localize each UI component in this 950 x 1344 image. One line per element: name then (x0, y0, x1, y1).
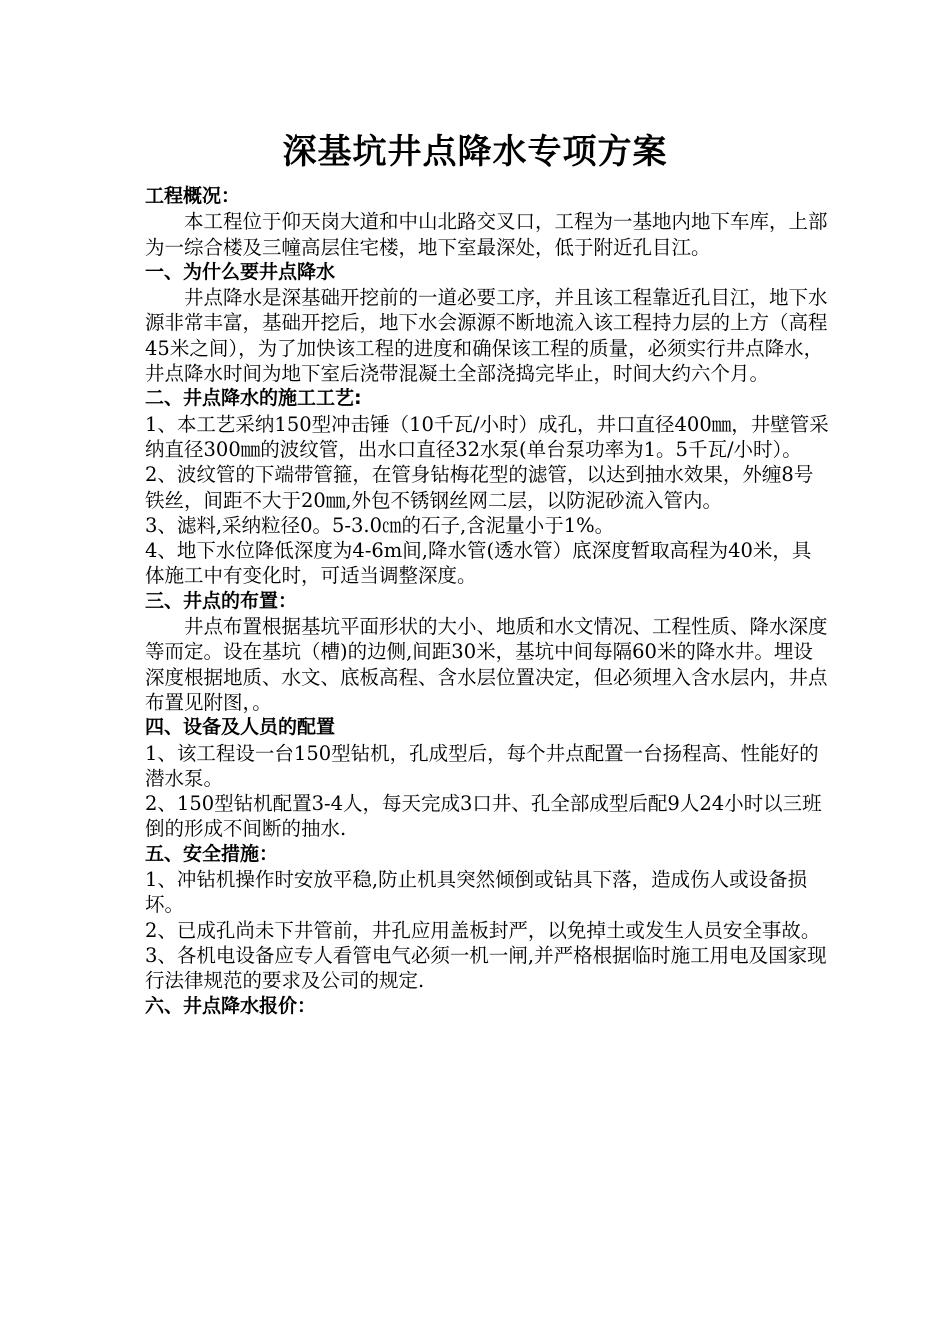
list-item: 1、该工程设一台150型钻机，孔成型后，每个井点配置一台扬程高、性能好的潜水泵。 (145, 741, 819, 790)
paragraph: 井点降水是深基础开挖前的一道必要工序，并且该工程靠近孔目江，地下水源非常丰富，基础开挖后，地下水会源源不断地流入该工程持力层的上方（高程45米之间），为了加快该工程的进度和确保该工程的质量，必须实行井点降水，井点降水时间为地下室后浇带混凝土全部浇捣完毕止，时间大约六个月。 (145, 286, 828, 386)
section-heading: 六、井点降水报价： (145, 994, 317, 1017)
paragraph: 本工程位于仰天岗大道和中山北路交叉口，工程为一基地内地下车库，上部为一综合楼及三幢高层住宅楼，地下室最深处，低于附近孔目江。 (145, 210, 828, 259)
document-body (145, 184, 830, 1019)
list-item: 1、本工艺采纳150型冲击锤（10千瓦/小时）成孔，井口直径400㎜，井壁管采纳直径300㎜的波纹管，出水口直径32水泵(单台泵功率为1。5千瓦/小时）。 (145, 412, 829, 461)
list-item: 1、冲钻机操作时安放平稳,防止机具突然倾倒或钻具下落，造成伤人或设备损坏。 (145, 868, 808, 917)
section-heading: 工程概况： (145, 185, 241, 207)
section-heading: 四、设备及人员的配置 (145, 716, 336, 739)
list-item: 2、150型钻机配置3-4人，每天完成3口井、孔全部成型后配9人24小时以三班倒的形成不间断的抽水. (145, 792, 822, 841)
section-heading: 三、井点的布置： (145, 589, 298, 612)
list-item: 3、各机电设备应专人看管电气必须一机一闸,并严格根据临时施工用电及国家现行法律规范的要求及公司的规定. (145, 943, 827, 993)
paragraph: 井点布置根据基坑平面形状的大小、地质和水文情况、工程性质、降水深度等而定。设在基坑（槽)的边侧,间距30米，基坑中间每隔60米的降水井。埋设深度根据地质、水文、底板高程、含水层位置决定，但必须埋入含水层内，井点布置见附图，。 (145, 615, 828, 714)
document-title: 深基坑井点降水专项方案 (282, 132, 668, 172)
list-item: 2、波纹管的下端带管箍，在管身钻梅花型的滤管，以达到抽水效果，外缠8号铁丝，间距不大于20㎜,外包不锈钢丝网二层，以防泥砂流入管内。 (145, 463, 814, 512)
section-heading: 一、为什么要井点降水 (145, 260, 336, 283)
list-item: 2、已成孔尚未下井管前，井孔应用盖板封严，以免掉土或发生人员安全事故。 (145, 918, 821, 942)
list-item: 4、地下水位降低深度为4-6m间,降水管(透水管）底深度暂取高程为40米，具体施工中有变化时，可适当调整深度。 (145, 539, 812, 588)
section-heading: 五、安全措施： (145, 842, 279, 865)
list-item: 3、滤料,采纳粒径0。5-3.0㎝的石子,含泥量小于1%。 (145, 513, 615, 537)
section-heading: 二、井点降水的施工工艺: (145, 387, 362, 410)
